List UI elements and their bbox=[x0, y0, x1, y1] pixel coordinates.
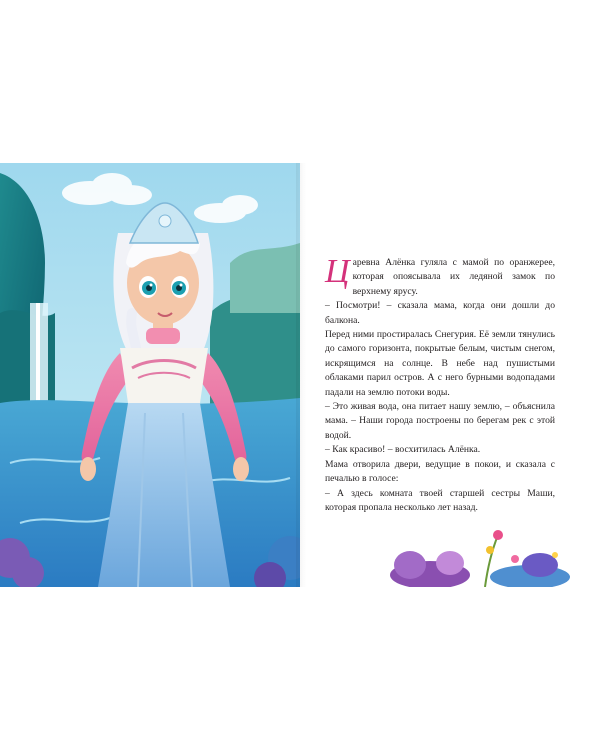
paragraph-7: – А здесь комната твоей старшей сестры Маши, которая пропала несколько лет назад. bbox=[325, 487, 555, 513]
paragraph-6: Мама отворила двери, ведущие в покои, и сказала с печалью в голосе: bbox=[325, 458, 555, 485]
page-gutter bbox=[296, 163, 306, 587]
drop-cap: Ц bbox=[325, 253, 350, 290]
paragraph-1 bbox=[325, 253, 555, 299]
paragraph-1-text: аревна Алёнка гуляла с мамой по оранжерее, которая опоясывала их ледяной замок по верхнему ярусу. bbox=[352, 257, 555, 297]
story-text bbox=[325, 253, 555, 515]
princess-illustration bbox=[0, 163, 300, 587]
paragraph-4: – Это живая вода, она питает нашу землю, – объяснила мама. – Наши города построены по берегам рек с этой водой. bbox=[325, 401, 555, 441]
paragraph-5: – Как красиво! – восхитилась Алёнка. bbox=[325, 444, 481, 456]
flowers-decoration bbox=[390, 525, 570, 587]
paragraph-3: Перед ними простиралась Снегурия. Её земли тянулись до самого горизонта, покрытые белым, чистым снегом, искрящимся на солнце. В небе над пушистыми облаками парил остров. А с него бурными водопадами падали на землю потоки воды. bbox=[325, 329, 555, 398]
paragraph-2: – Посмотри! – сказала мама, когда они дошли до балкона. bbox=[325, 300, 555, 326]
